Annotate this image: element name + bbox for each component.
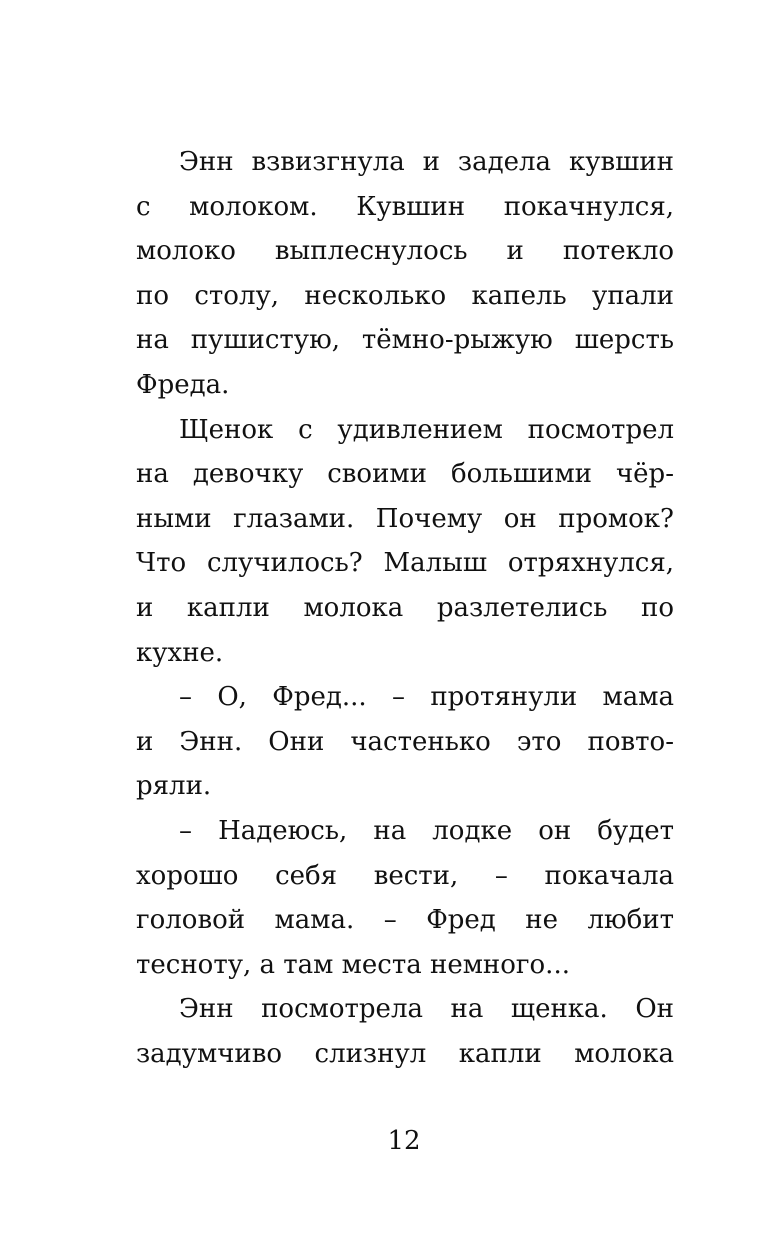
text-line: – О, Фред... – протянули мама bbox=[179, 682, 674, 713]
page-number: 12 bbox=[387, 1126, 421, 1156]
text-line: ряли. bbox=[136, 771, 212, 802]
body-text bbox=[136, 140, 674, 1076]
text-line: и капли молока разлетелись по bbox=[136, 592, 674, 623]
text-line: Фреда. bbox=[136, 369, 230, 400]
text-line: на пушистую, тёмно-рыжую шерсть bbox=[136, 325, 674, 356]
text-line: Щенок с удивлением посмотрел bbox=[179, 414, 674, 445]
text-line: – Надеюсь, на лодке он будет bbox=[179, 815, 674, 846]
text-line: по столу, несколько капель упали bbox=[136, 280, 674, 311]
text-line: кухне. bbox=[136, 637, 224, 668]
text-line: с молоком. Кувшин покачнулся, bbox=[136, 191, 674, 222]
text-line: Энн посмотрела на щенка. Он bbox=[179, 994, 674, 1025]
text-line: на девочку своими большими чёр- bbox=[136, 459, 674, 490]
text-line: и Энн. Они частенько это повто- bbox=[136, 726, 674, 757]
text-line: головой мама. – Фред не любит bbox=[136, 905, 674, 936]
text-line: задумчиво слизнул капли молока bbox=[136, 1038, 674, 1069]
text-line: Энн взвизгнула и задела кувшин bbox=[179, 147, 674, 177]
text-line: хорошо себя вести, – покачала bbox=[136, 860, 674, 891]
text-line: молоко выплеснулось и потекло bbox=[136, 236, 674, 267]
text-line: ными глазами. Почему он промок? bbox=[136, 503, 674, 534]
text-line: Что случилось? Малыш отряхнулся, bbox=[136, 548, 674, 579]
text-line: тесноту, а там места немного... bbox=[136, 949, 570, 980]
